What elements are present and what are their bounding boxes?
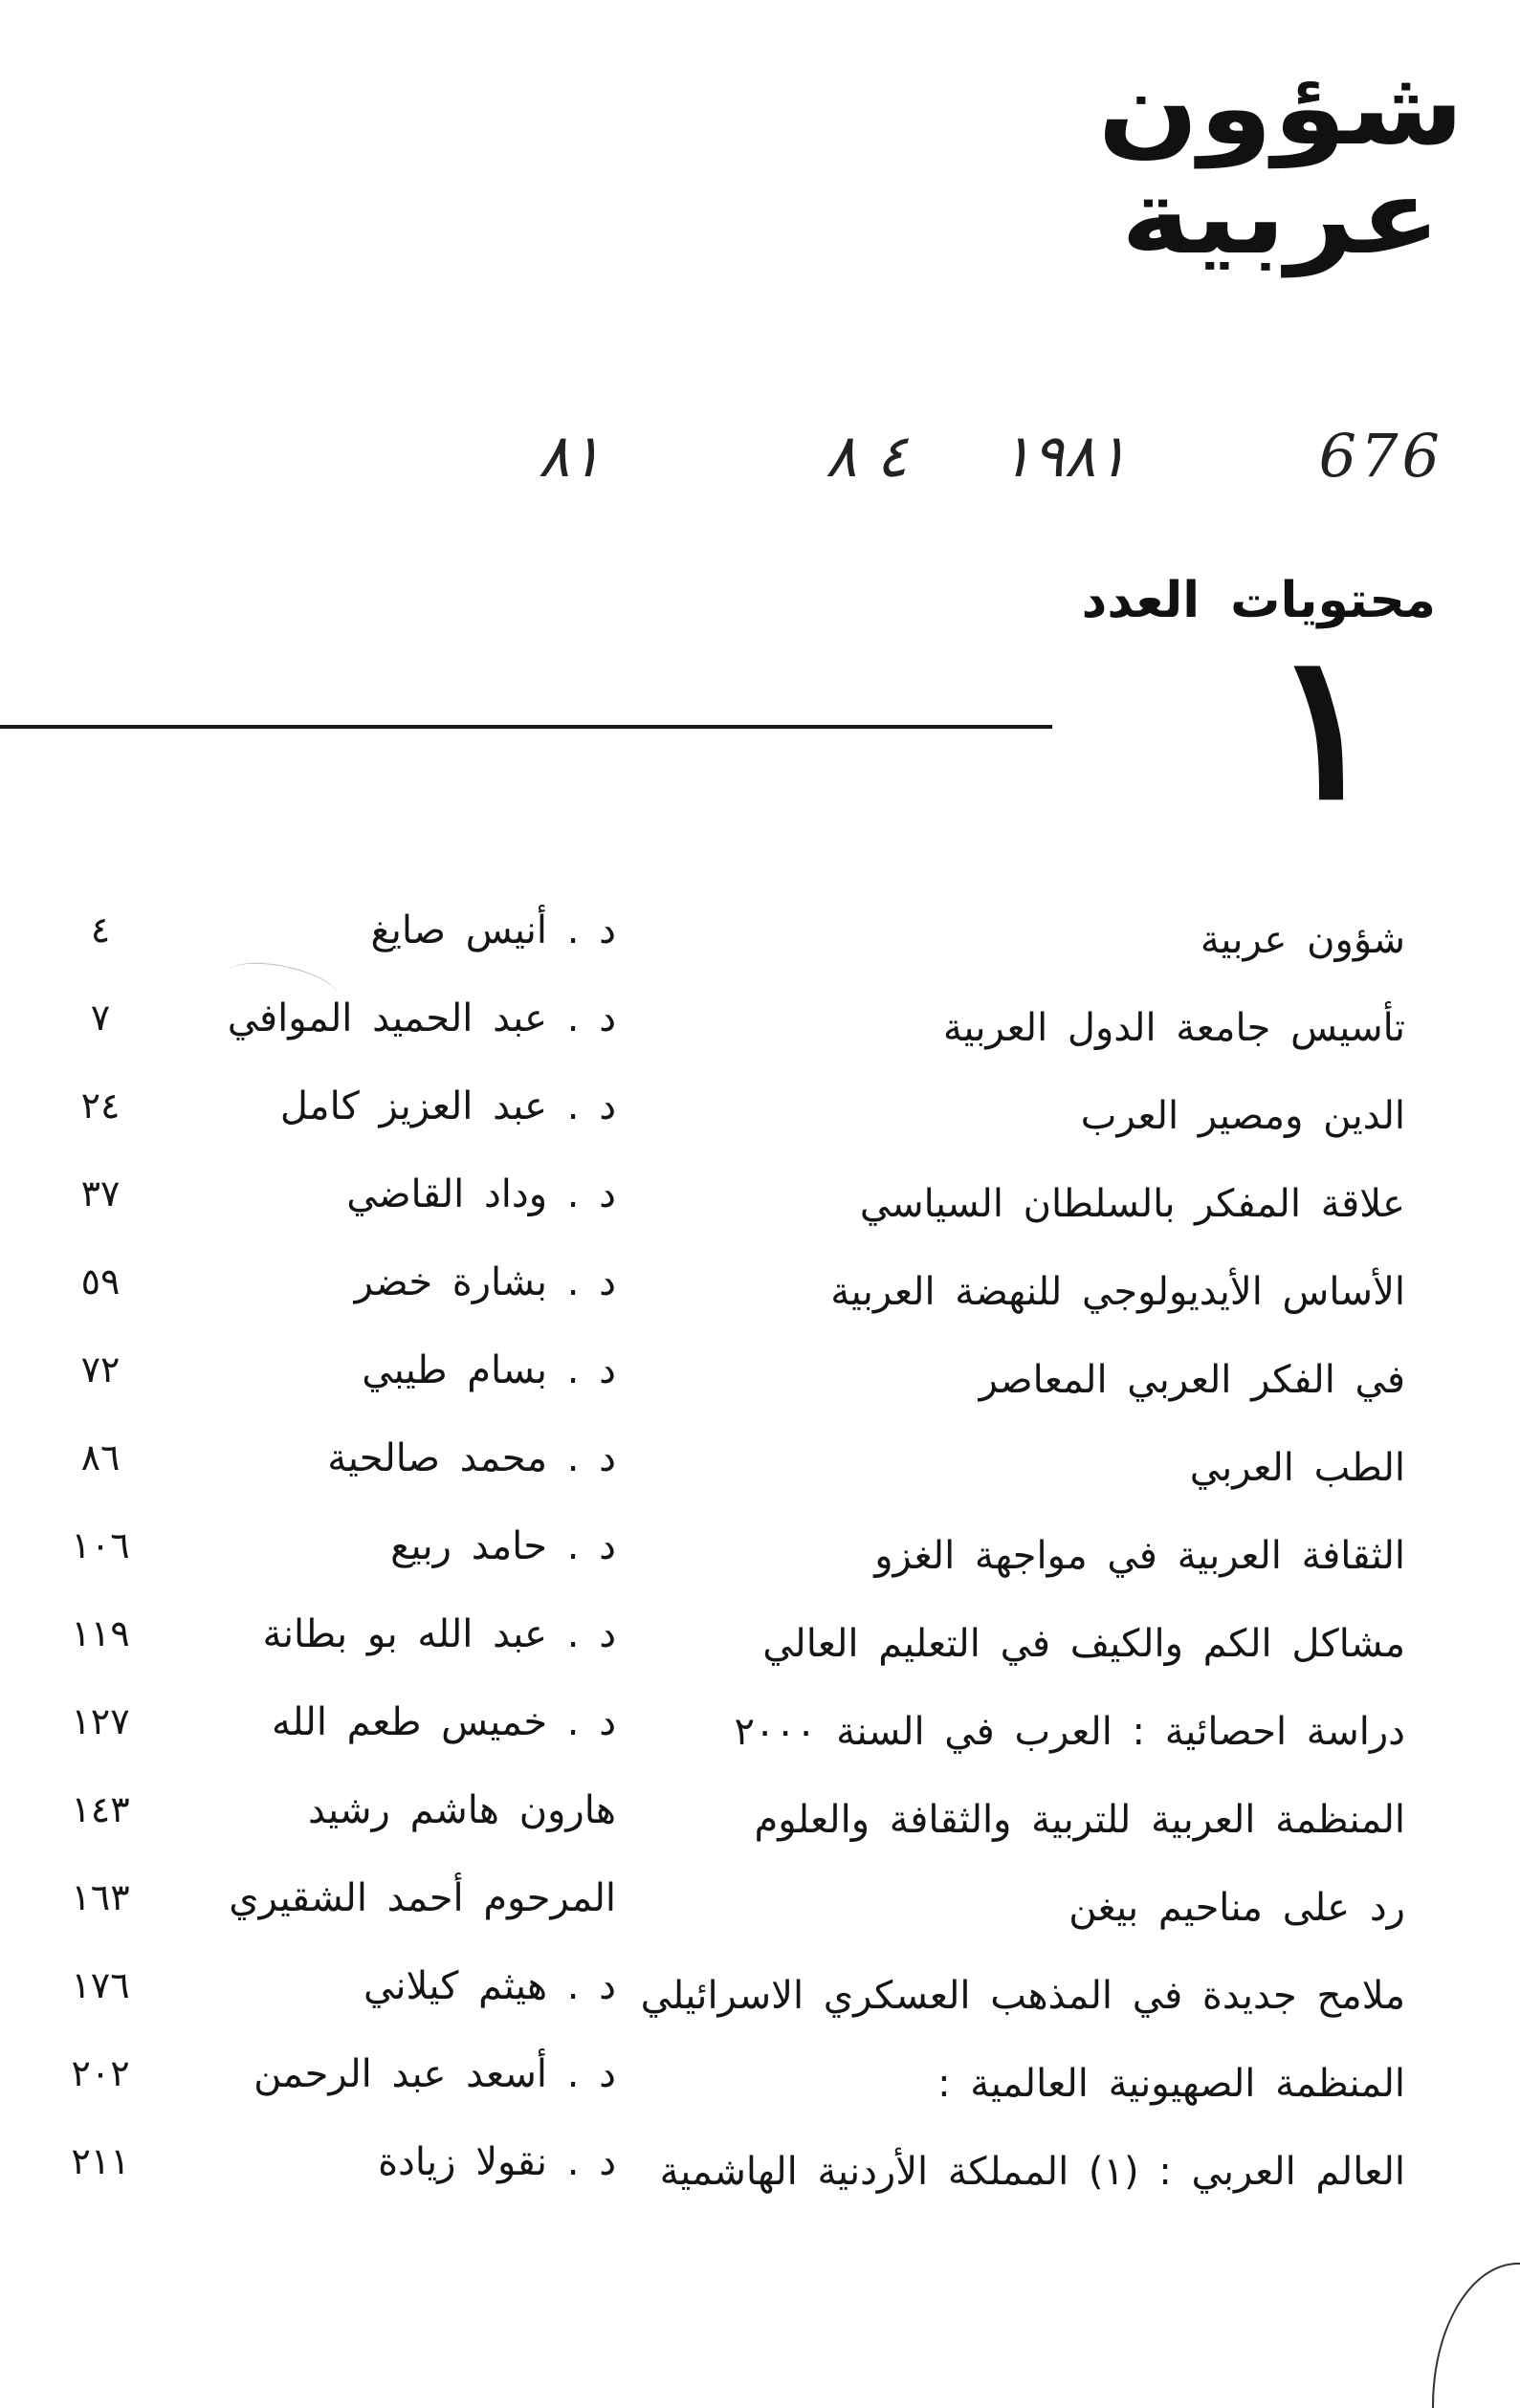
toc-page-number: ١٠٦ (71, 1524, 130, 1566)
toc-title: شؤون عربية (1200, 918, 1405, 962)
toc-page-number: ٢٤ (80, 1084, 121, 1127)
toc-title: تأسيس جامعة الدول العربية (942, 1006, 1405, 1050)
toc-row (0, 1260, 1520, 1346)
toc-title: في الفكر العربي المعاصر (979, 1358, 1405, 1402)
toc-row (0, 1788, 1520, 1874)
toc-page-number: ٣٧ (80, 1172, 121, 1215)
toc-author: المرحوم أحمد الشقيري (229, 1876, 616, 1920)
toc-author: د . عبد العزيز كامل (279, 1084, 616, 1128)
toc-author: د . هيثم كيلاني (363, 1964, 616, 2008)
masthead-line-1: شؤون (1097, 49, 1465, 168)
issue-number: ١ (1271, 608, 1379, 844)
toc-title: الدين ومصير العرب (1080, 1094, 1405, 1138)
toc-row (0, 1876, 1520, 1962)
toc-page-number: ٢٠٢ (71, 2052, 130, 2094)
toc-author: هارون هاشم رشيد (307, 1788, 616, 1832)
toc-row (0, 1612, 1520, 1698)
toc-row (0, 1084, 1520, 1171)
toc-row (0, 1964, 1520, 2050)
toc-title: ملامح جديدة في المذهب العسكري الاسرائيلي (640, 1974, 1405, 2018)
toc-title: الثقافة العربية في مواجهة الغزو (874, 1534, 1405, 1578)
toc-author: د . بشارة خضر (354, 1260, 616, 1304)
toc-author: د . عبد الحميد الموافي (227, 996, 616, 1040)
toc-title: العالم العربي : (١) المملكة الأردنية الهاشمية (659, 2150, 1405, 2194)
journal-masthead (1097, 49, 1465, 277)
toc-row (0, 2052, 1520, 2138)
toc-page-number: ٨٦ (80, 1436, 121, 1478)
toc-page-number: ١٤٣ (71, 1788, 130, 1830)
toc-page-number: ١٦٣ (71, 1876, 130, 1918)
heading-divider (0, 725, 1052, 729)
toc-page-number: ٥٩ (80, 1260, 121, 1303)
toc-row (0, 1524, 1520, 1610)
toc-author: د . وداد القاضي (346, 1172, 616, 1216)
toc-row (0, 1348, 1520, 1434)
handwritten-code: 676 (1318, 421, 1443, 491)
toc-title: علاقة المفكر بالسلطان السياسي (859, 1182, 1405, 1226)
toc-row (0, 908, 1520, 995)
toc-title: المنظمة الصهيونية العالمية : (937, 2062, 1405, 2106)
toc-author: د . بسام طيبي (362, 1348, 616, 1392)
toc-title: رد على مناحيم بيغن (1068, 1886, 1405, 1930)
contents-heading: محتويات العدد (1081, 572, 1436, 629)
toc-title: الطب العربي (1189, 1446, 1405, 1490)
page-corner-edge (1432, 2263, 1520, 2408)
toc-page-number: ٧٢ (80, 1348, 121, 1390)
toc-page-number: ٧ (90, 996, 111, 1039)
toc-title: المنظمة العربية للتربية والثقافة والعلوم (754, 1798, 1405, 1842)
toc-page-number: ١١٩ (71, 1612, 130, 1654)
toc-author: د . نقولا زيادة (378, 2140, 616, 2184)
toc-row (0, 1172, 1520, 1259)
toc-author: د . عبد الله بو بطانة (262, 1612, 616, 1656)
toc-title: دراسة احصائية : العرب في السنة ٢٠٠٠ (734, 1710, 1405, 1754)
toc-row (0, 996, 1520, 1083)
toc-author: د . أسعد عبد الرحمن (253, 2052, 616, 2096)
toc-row (0, 1436, 1520, 1522)
toc-author: د . خميس طعم الله (271, 1700, 616, 1744)
handwritten-issue: ٤ ٨ (825, 421, 908, 491)
toc-author: د . محمد صالحية (327, 1436, 616, 1480)
toc-page-number: ١٧٦ (71, 1964, 130, 2006)
toc-title: الأساس الأيديولوجي للنهضة العربية (830, 1270, 1405, 1314)
toc-page-number: ٤ (90, 908, 111, 951)
handwritten-shelf: ٨١ (538, 421, 602, 491)
handwritten-catalog-note (296, 402, 1443, 507)
masthead-line-2: عربية (1120, 158, 1442, 277)
toc-author: د . أنيس صايغ (370, 908, 616, 952)
toc-row (0, 2140, 1520, 2226)
handwritten-year: ١٩٨١ (1000, 421, 1128, 491)
toc-row (0, 1700, 1520, 1786)
toc-title: مشاكل الكم والكيف في التعليم العالي (762, 1622, 1405, 1666)
toc-page-number: ٢١١ (71, 2140, 130, 2182)
toc-page-number: ١٢٧ (71, 1700, 130, 1742)
toc-author: د . حامد ربيع (390, 1524, 616, 1568)
